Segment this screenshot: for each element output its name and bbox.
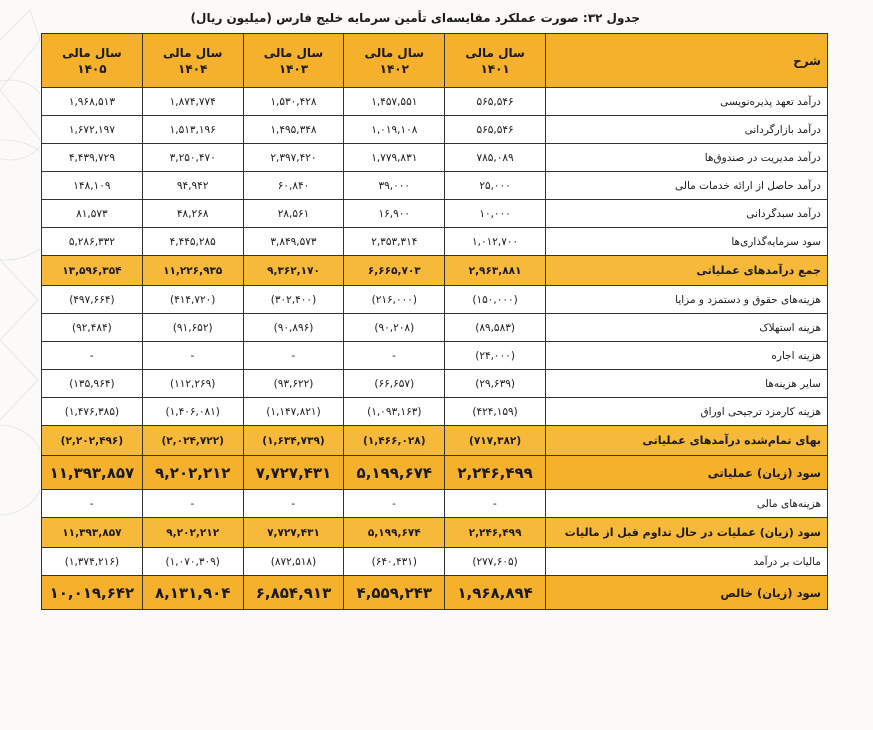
row-value: ۵۶۵,۵۴۶ [445, 116, 546, 144]
row-value: ۴,۴۳۹,۷۲۹ [42, 144, 143, 172]
row-label: جمع درآمدهای عملیاتی [545, 256, 827, 286]
row-value: ۶۰,۸۴۰ [243, 172, 344, 200]
table-row [42, 518, 828, 548]
row-value: ۱۱,۳۹۳,۸۵۷ [42, 518, 143, 548]
row-value: (۱,۴۶۶,۰۲۸) [344, 426, 445, 456]
row-value: ۵,۱۹۹,۶۷۴ [344, 518, 445, 548]
row-value: ۵,۱۹۹,۶۷۴ [344, 456, 445, 490]
row-value: (۹۳,۶۲۲) [243, 370, 344, 398]
row-value: ۱,۷۷۹,۸۳۱ [344, 144, 445, 172]
row-label: سود سرمایه‌گذاری‌ها [545, 228, 827, 256]
header-col: سال مالی ۱۴۰۲ [344, 34, 445, 88]
row-value: ۱۰,۰۰۰ [445, 200, 546, 228]
row-value: (۴۹۷,۶۶۴) [42, 286, 143, 314]
row-value: (۱,۱۴۷,۸۲۱) [243, 398, 344, 426]
row-value: ۹۴,۹۴۲ [142, 172, 243, 200]
table-row [42, 456, 828, 490]
row-value: (۲,۲۰۲,۴۹۶) [42, 426, 143, 456]
row-value: ۹,۲۰۲,۲۱۲ [142, 456, 243, 490]
row-label: سایر هزینه‌ها [545, 370, 827, 398]
row-label: درآمد حاصل از ارائه خدمات مالی [545, 172, 827, 200]
row-label: هزینه کارمزد ترجیحی اوراق [545, 398, 827, 426]
row-value: ۳,۲۵۰,۴۷۰ [142, 144, 243, 172]
row-label: درآمد سبدگردانی [545, 200, 827, 228]
row-value: (۴۲۴,۱۵۹) [445, 398, 546, 426]
table-row [42, 314, 828, 342]
row-value: - [344, 490, 445, 518]
row-value: - [344, 342, 445, 370]
row-value: (۸۹,۵۸۳) [445, 314, 546, 342]
row-value: ۲,۲۴۶,۴۹۹ [445, 456, 546, 490]
row-value: (۱۵۰,۰۰۰) [445, 286, 546, 314]
row-label: هزینه‌های مالی [545, 490, 827, 518]
row-label: هزینه اجاره [545, 342, 827, 370]
row-value: ۱۳,۵۹۶,۳۵۴ [42, 256, 143, 286]
header-col: سال مالی ۱۴۰۱ [445, 34, 546, 88]
row-value: - [142, 342, 243, 370]
row-label: هزینه استهلاک [545, 314, 827, 342]
financial-table [41, 33, 828, 610]
row-value: ۲۵,۰۰۰ [445, 172, 546, 200]
row-label: درآمد مدیریت در صندوق‌ها [545, 144, 827, 172]
row-value: ۸۱,۵۷۳ [42, 200, 143, 228]
row-value: (۷۱۷,۳۸۲) [445, 426, 546, 456]
table-row [42, 144, 828, 172]
table-row [42, 398, 828, 426]
row-value: ۱,۴۵۷,۵۵۱ [344, 88, 445, 116]
row-value: (۱۳۵,۹۶۴) [42, 370, 143, 398]
table-row [42, 576, 828, 610]
row-value: ۱۶,۹۰۰ [344, 200, 445, 228]
row-value: (۳۰۲,۴۰۰) [243, 286, 344, 314]
row-value: ۶,۶۶۵,۷۰۳ [344, 256, 445, 286]
row-value: ۱,۵۱۳,۱۹۶ [142, 116, 243, 144]
header-col: سال مالی ۱۴۰۵ [42, 34, 143, 88]
row-value: ۱,۴۹۵,۳۴۸ [243, 116, 344, 144]
row-value: (۱,۰۹۳,۱۶۳) [344, 398, 445, 426]
table-row [42, 370, 828, 398]
row-value: - [445, 490, 546, 518]
table-row [42, 228, 828, 256]
row-value: ۱,۸۷۴,۷۷۴ [142, 88, 243, 116]
row-label: سود (زیان) عملیاتی [545, 456, 827, 490]
row-value: (۱,۴۷۶,۳۸۵) [42, 398, 143, 426]
row-value: ۲,۹۶۳,۸۸۱ [445, 256, 546, 286]
table-row [42, 286, 828, 314]
row-value: ۱,۹۶۸,۵۱۳ [42, 88, 143, 116]
header-row [42, 34, 828, 88]
row-value: (۲,۰۲۴,۷۲۲) [142, 426, 243, 456]
row-value: (۱,۴۰۶,۰۸۱) [142, 398, 243, 426]
row-value: (۴۱۴,۷۲۰) [142, 286, 243, 314]
row-value: ۷,۷۲۷,۴۳۱ [243, 456, 344, 490]
header-label: شرح [545, 34, 827, 88]
table-row [42, 172, 828, 200]
row-value: ۶,۸۵۴,۹۱۳ [243, 576, 344, 610]
row-label: مالیات بر درآمد [545, 548, 827, 576]
row-value: ۳,۸۴۹,۵۷۳ [243, 228, 344, 256]
row-value: ۹,۲۰۲,۲۱۲ [142, 518, 243, 548]
table-row [42, 548, 828, 576]
row-value: ۴,۵۵۹,۲۴۳ [344, 576, 445, 610]
table-row [42, 116, 828, 144]
row-value: ۱۰,۰۱۹,۶۴۲ [42, 576, 143, 610]
row-value: ۴,۴۴۵,۲۸۵ [142, 228, 243, 256]
header-col: سال مالی ۱۴۰۴ [142, 34, 243, 88]
table-row [42, 256, 828, 286]
table-row [42, 88, 828, 116]
table-row [42, 490, 828, 518]
row-value: - [243, 490, 344, 518]
row-value: ۷,۷۲۷,۴۳۱ [243, 518, 344, 548]
row-value: ۱۱,۲۲۶,۹۳۵ [142, 256, 243, 286]
row-value: (۹۲,۴۸۴) [42, 314, 143, 342]
row-value: (۲۴,۰۰۰) [445, 342, 546, 370]
row-value: ۱,۹۶۸,۸۹۴ [445, 576, 546, 610]
row-value: ۸,۱۳۱,۹۰۴ [142, 576, 243, 610]
row-value: (۶۴۰,۴۳۱) [344, 548, 445, 576]
row-value: - [142, 490, 243, 518]
row-value: (۱,۰۷۰,۳۰۹) [142, 548, 243, 576]
row-value: ۱,۶۷۲,۱۹۷ [42, 116, 143, 144]
row-value: - [243, 342, 344, 370]
table-row [42, 426, 828, 456]
row-value: ۱۴۸,۱۰۹ [42, 172, 143, 200]
row-value: ۲۸,۵۶۱ [243, 200, 344, 228]
row-label: سود (زیان) عملیات در حال تداوم قبل از مالیات [545, 518, 827, 548]
header-col: سال مالی ۱۴۰۳ [243, 34, 344, 88]
row-value: (۶۶,۶۵۷) [344, 370, 445, 398]
row-value: ۲,۳۹۷,۴۲۰ [243, 144, 344, 172]
row-value: (۲۹,۶۳۹) [445, 370, 546, 398]
table-row [42, 342, 828, 370]
row-value: (۹۱,۶۵۲) [142, 314, 243, 342]
row-label: درآمد بازارگردانی [545, 116, 827, 144]
row-value: ۹,۳۶۲,۱۷۰ [243, 256, 344, 286]
row-value: ۱۱,۳۹۳,۸۵۷ [42, 456, 143, 490]
row-value: ۱,۰۱۲,۷۰۰ [445, 228, 546, 256]
row-value: ۷۸۵,۰۸۹ [445, 144, 546, 172]
row-value: (۲۷۷,۶۰۵) [445, 548, 546, 576]
row-value: (۲۱۶,۰۰۰) [344, 286, 445, 314]
row-value: ۱,۵۳۰,۴۲۸ [243, 88, 344, 116]
row-value: (۸۷۲,۵۱۸) [243, 548, 344, 576]
row-value: (۱,۶۳۴,۷۳۹) [243, 426, 344, 456]
row-value: (۹۰,۸۹۶) [243, 314, 344, 342]
row-value: - [42, 342, 143, 370]
row-value: ۲,۲۴۶,۴۹۹ [445, 518, 546, 548]
row-value: (۱۱۲,۲۶۹) [142, 370, 243, 398]
row-value: - [42, 490, 143, 518]
row-value: ۵۶۵,۵۴۶ [445, 88, 546, 116]
row-value: ۴۸,۲۶۸ [142, 200, 243, 228]
row-value: ۱,۰۱۹,۱۰۸ [344, 116, 445, 144]
row-label: سود (زیان) خالص [545, 576, 827, 610]
table-row [42, 200, 828, 228]
watermark-decoration [0, 0, 40, 520]
row-label: بهای تمام‌شده درآمدهای عملیاتی [545, 426, 827, 456]
row-value: (۱,۳۷۴,۲۱۶) [42, 548, 143, 576]
row-value: ۵,۲۸۶,۳۳۲ [42, 228, 143, 256]
row-label: هزینه‌های حقوق و دستمزد و مزایا [545, 286, 827, 314]
row-value: (۹۰,۲۰۸) [344, 314, 445, 342]
row-label: درآمد تعهد پذیره‌نویسی [545, 88, 827, 116]
row-value: ۲,۳۵۳,۳۱۴ [344, 228, 445, 256]
row-value: ۳۹,۰۰۰ [344, 172, 445, 200]
table-caption: جدول ۳۲: صورت عملکرد مقایسه‌ای تأمین سرمایه خلیج فارس (میلیون ریال) [190, 11, 640, 25]
